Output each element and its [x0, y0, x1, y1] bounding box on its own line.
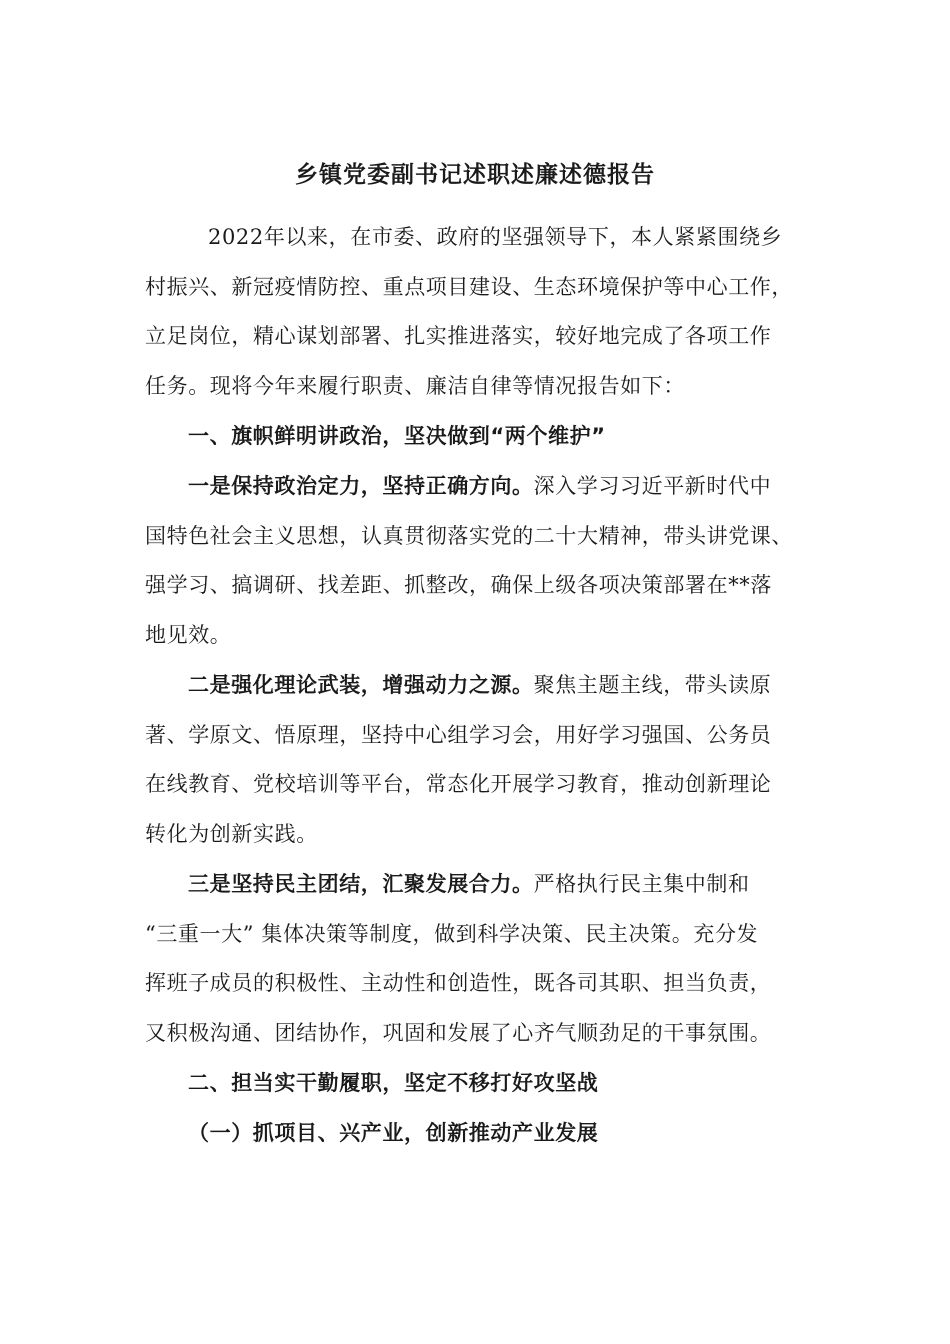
paragraph-line: 在线教育、党校培训等平台，常态化开展学习教育，推动创新理论 [145, 772, 772, 796]
paragraph-line: 地见效。 [145, 623, 232, 647]
paragraph-line [188, 869, 868, 899]
paragraph-line: 国特色社会主义思想，认真贯彻落实党的二十大精神，带头讲党课、 [145, 524, 793, 548]
intro-line: 2022年以来，在市委、政府的坚强领导下，本人紧紧围绕乡 [208, 225, 783, 249]
paragraph-text: 深入学习习近平新时代中 [533, 474, 772, 498]
intro-line: 立足岗位，精心谋划部署、扎实推进落实，较好地完成了各项工作 [145, 324, 772, 348]
paragraph-line [188, 670, 868, 700]
document-title: 乡镇党委副书记述职述廉述德报告 [295, 162, 655, 188]
paragraph-line: “三重一大” 集体决策等制度，做到科学决策、民主决策。充分发 [145, 922, 759, 946]
paragraph-text: 严格执行民主集中制和 [533, 872, 750, 896]
intro-line: 任务。现将今年来履行职责、廉洁自律等情况报告如下： [145, 374, 685, 398]
paragraph-lead: 一是保持政治定力，坚持正确方向。 [188, 474, 534, 498]
intro-line: 村振兴、新冠疫情防控、重点项目建设、生态环境保护等中心工作， [145, 275, 793, 299]
paragraph-lead: 三是坚持民主团结，汇聚发展合力。 [188, 872, 534, 896]
paragraph-line: 又积极沟通、团结协作，巩固和发展了心齐气顺劲足的干事氛围。 [145, 1021, 772, 1045]
paragraph-line: 转化为创新实践。 [145, 822, 318, 846]
section-heading-2: 二、担当实干勤履职，坚定不移打好攻坚战 [188, 1071, 599, 1095]
paragraph-lead: 二是强化理论武装，增强动力之源。 [188, 673, 534, 697]
paragraph-text: 聚焦主题主线，带头读原 [533, 673, 772, 697]
paragraph-line: 强学习、搞调研、找差距、抓整改，确保上级各项决策部署在**落 [145, 573, 772, 597]
paragraph-line: 著、学原文、悟原理，坚持中心组学习会，用好学习强国、公务员 [145, 723, 772, 747]
paragraph-line [188, 471, 868, 501]
subsection-heading: （一）抓项目、兴产业，创新推动产业发展 [188, 1121, 599, 1145]
section-heading-1: 一、旗帜鲜明讲政治，坚决做到“两个维护” [188, 424, 606, 448]
paragraph-line: 挥班子成员的积极性、主动性和创造性，既各司其职、担当负责， [145, 971, 772, 995]
